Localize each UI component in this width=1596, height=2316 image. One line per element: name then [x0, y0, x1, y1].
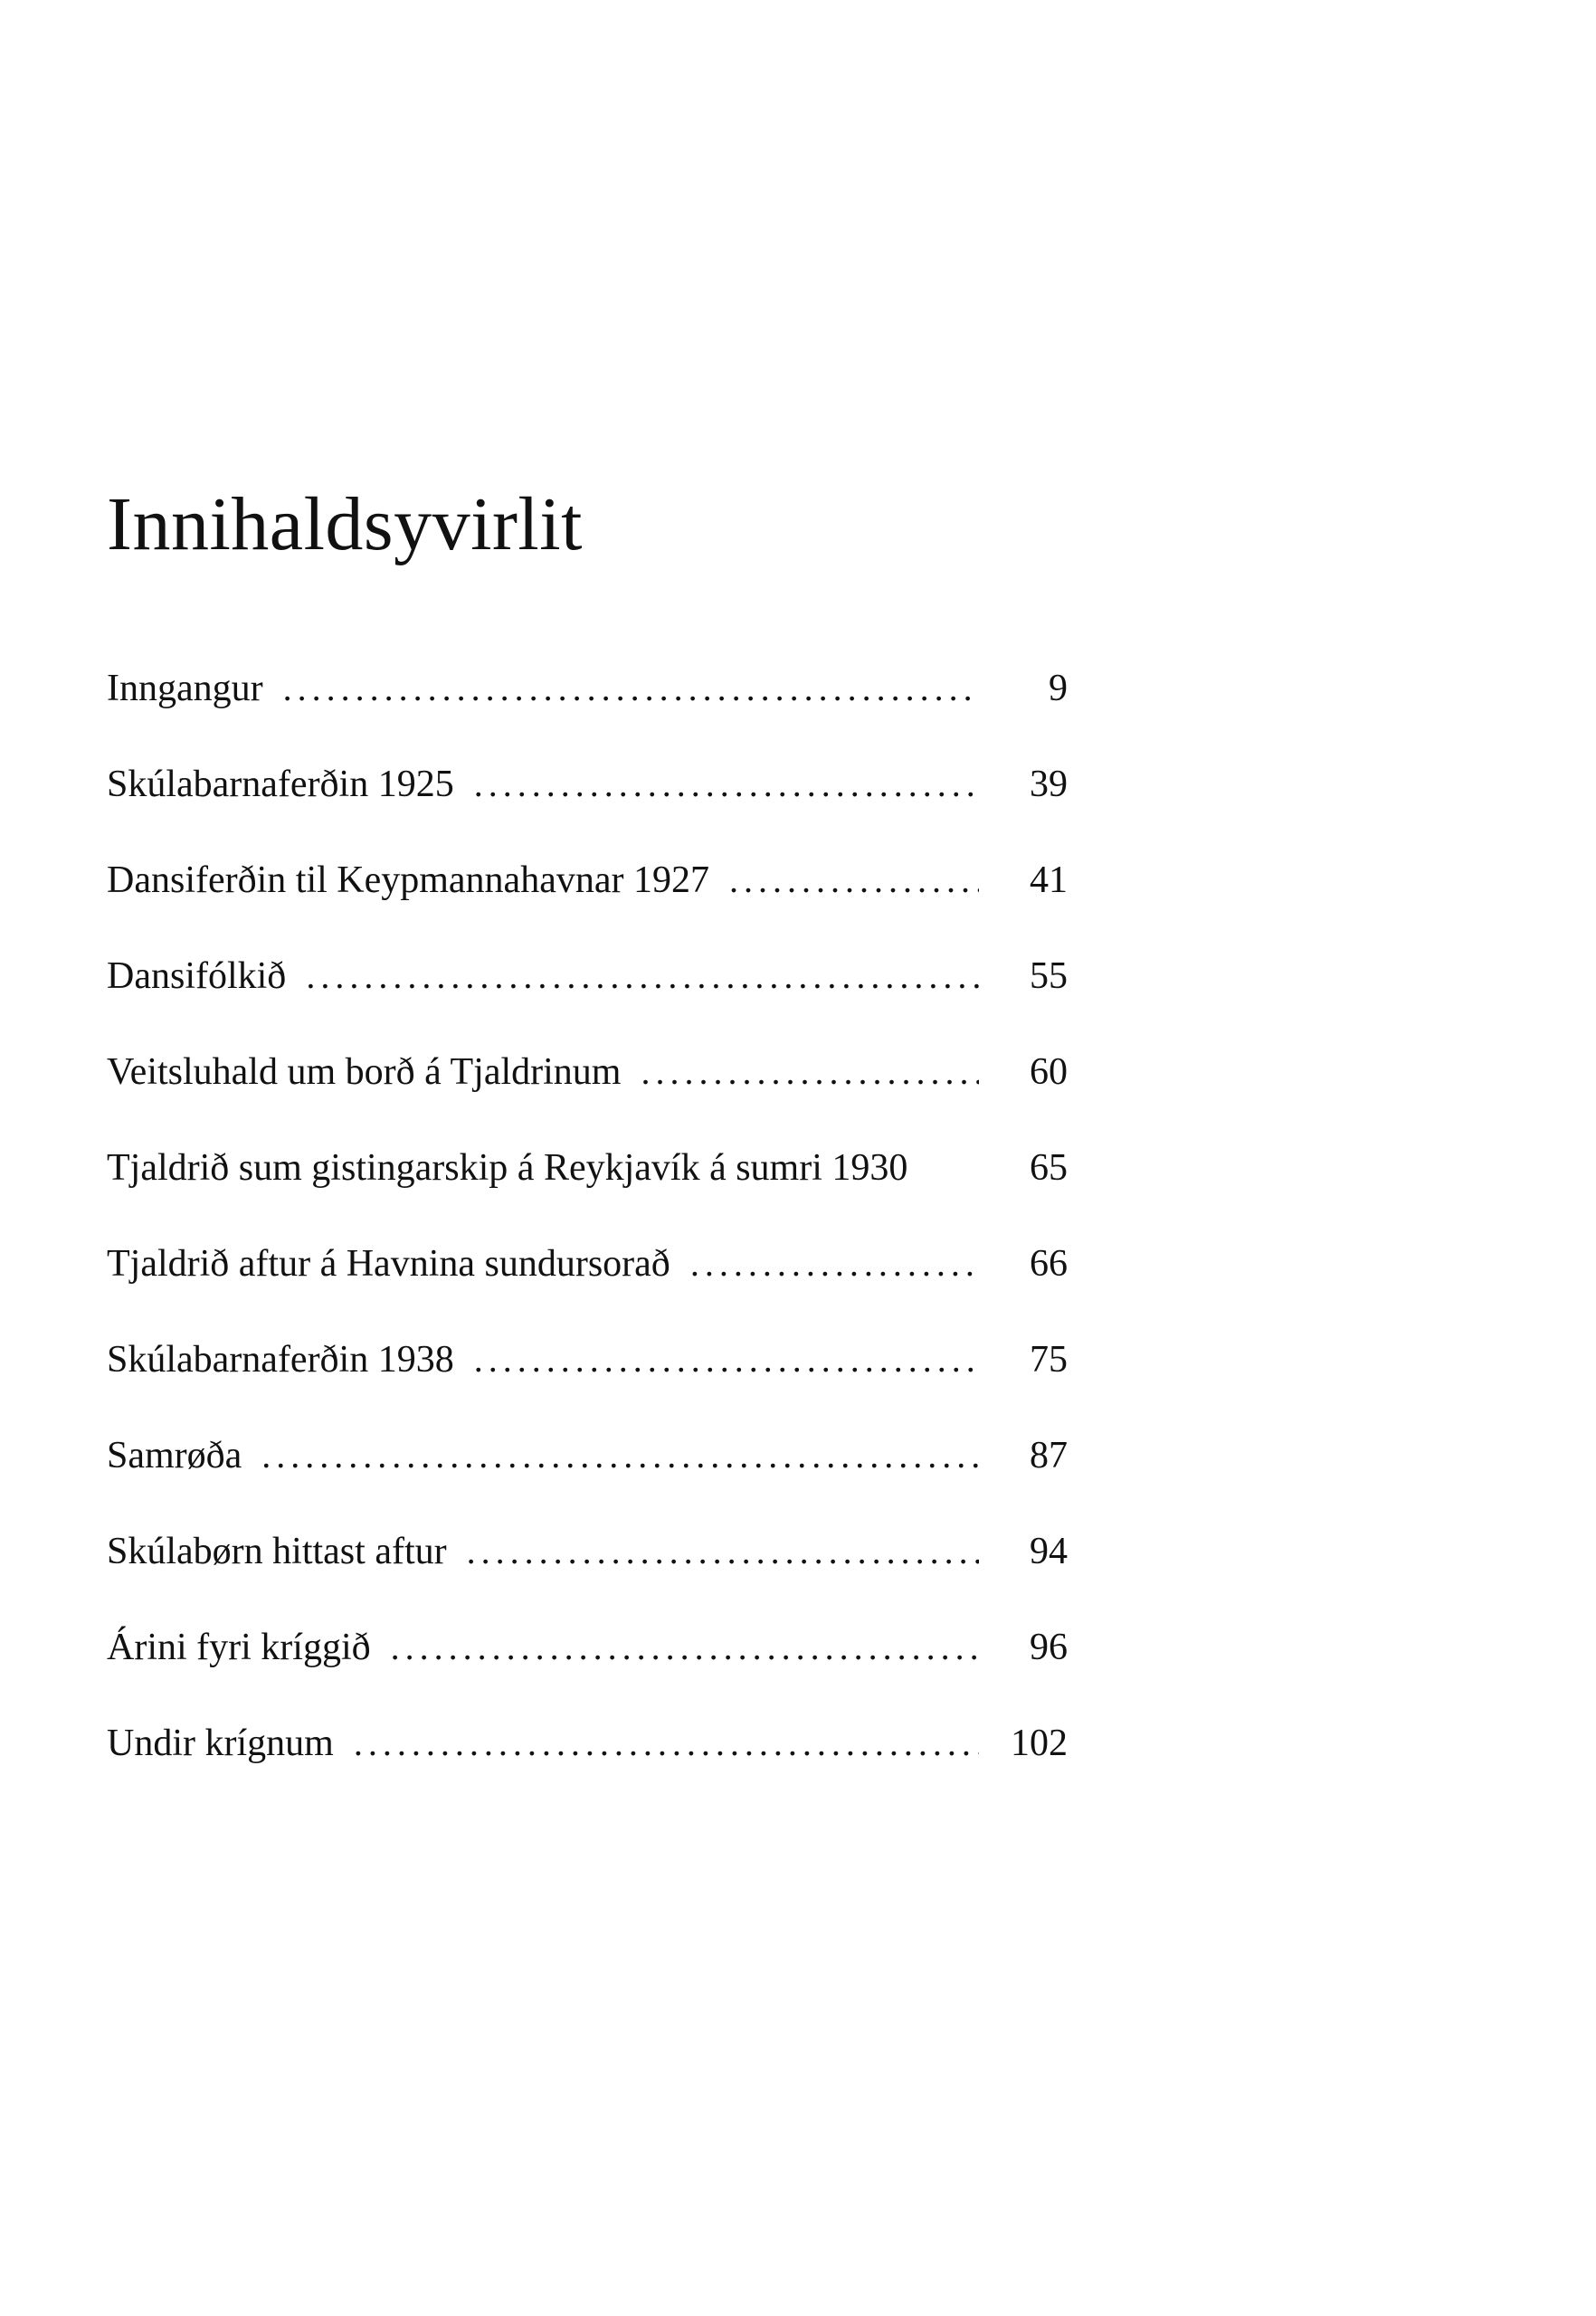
toc-entry-title: Samrøða	[107, 1435, 242, 1476]
toc-entry-skulabarnaferdin-1925[interactable]	[107, 765, 1068, 861]
toc-entry-dansiferdin[interactable]	[107, 861, 1068, 957]
dot-leader	[306, 958, 979, 994]
dot-leader	[391, 1629, 979, 1666]
dot-leader	[261, 1438, 979, 1474]
toc-entry-page: 65	[1030, 1147, 1068, 1189]
dot-leader	[729, 862, 979, 898]
toc-entry-title: Undir krígnum	[107, 1723, 334, 1764]
toc-entry-arini[interactable]	[107, 1628, 1068, 1724]
dot-leader	[474, 1342, 979, 1378]
toc-entry-skulabarnaferdin-1938[interactable]	[107, 1341, 1068, 1437]
table-of-contents	[107, 669, 1068, 1820]
toc-entry-page: 41	[1030, 859, 1068, 901]
toc-entry-dansifolkid[interactable]	[107, 957, 1068, 1053]
toc-entry-samroda[interactable]	[107, 1437, 1068, 1533]
toc-entry-page: 96	[1030, 1627, 1068, 1668]
toc-entry-skulaborn[interactable]	[107, 1533, 1068, 1628]
toc-entry-title: Skúlabarnaferðin 1925	[107, 764, 454, 805]
dot-leader	[690, 1246, 979, 1282]
dot-leader	[283, 670, 979, 707]
dot-leader	[354, 1725, 979, 1761]
toc-entry-title: Árini fyri kríggið	[107, 1627, 371, 1668]
dot-leader	[641, 1054, 979, 1090]
toc-entry-title: Dansifólkið	[107, 955, 287, 997]
toc-entry-page: 9	[1049, 668, 1068, 709]
toc-entry-page: 60	[1030, 1051, 1068, 1093]
toc-entry-title: Skúlabørn hittast aftur	[107, 1531, 447, 1572]
toc-entry-page: 39	[1030, 764, 1068, 805]
toc-entry-page: 102	[1011, 1723, 1068, 1764]
dot-leader	[467, 1533, 979, 1570]
toc-entry-gistingarskip[interactable]	[107, 1149, 1068, 1245]
toc-entry-page: 94	[1030, 1531, 1068, 1572]
toc-entry-page: 66	[1030, 1243, 1068, 1285]
toc-entry-title: Dansiferðin til Keypmannahavnar 1927	[107, 859, 709, 901]
toc-entry-sundursorad[interactable]	[107, 1245, 1068, 1341]
page-title: Innihaldsyvirlit	[107, 482, 583, 566]
dot-leader	[474, 766, 979, 802]
toc-entry-veitsluhald[interactable]	[107, 1053, 1068, 1149]
toc-entry-page: 87	[1030, 1435, 1068, 1476]
toc-entry-title: Veitsluhald um borð á Tjaldrinum	[107, 1051, 622, 1093]
toc-entry-inngangur[interactable]	[107, 669, 1068, 765]
toc-entry-title: Tjaldrið sum gistingarskip á Reykjavík á sumri 1930	[107, 1147, 908, 1189]
toc-entry-title: Tjaldrið aftur á Havnina sundursorað	[107, 1243, 670, 1285]
toc-entry-title: Skúlabarnaferðin 1938	[107, 1339, 454, 1381]
toc-entry-title: Inngangur	[107, 668, 263, 709]
toc-entry-page: 55	[1030, 955, 1068, 997]
toc-entry-undir-krignum[interactable]	[107, 1724, 1068, 1820]
toc-entry-page: 75	[1030, 1339, 1068, 1381]
